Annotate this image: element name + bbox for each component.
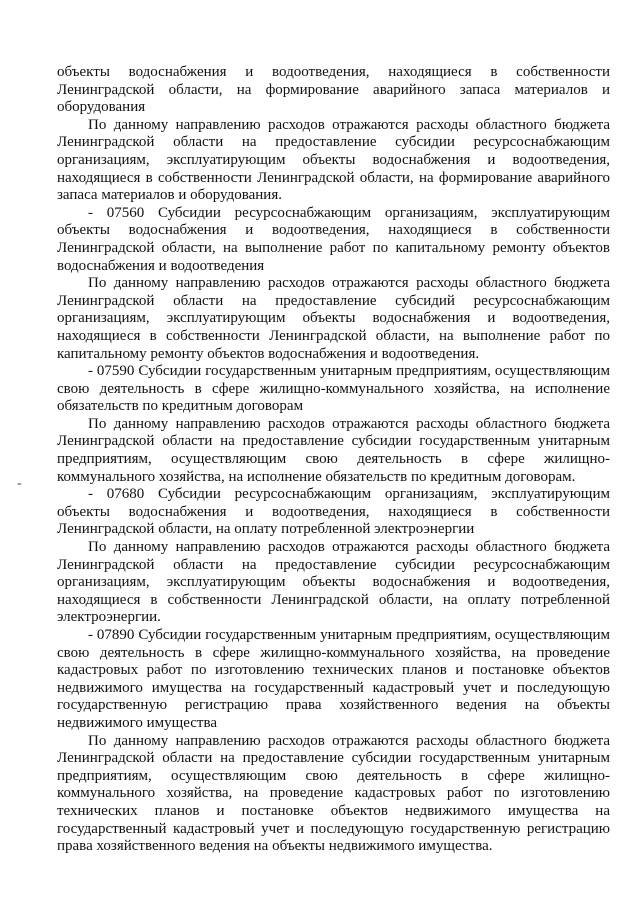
paragraph-continuation: объекты водоснабжения и водоотведения, находящиеся в собственности Ленинградской области, на формирование аварийного запаса материалов и оборудования <box>57 64 610 116</box>
paragraph-item-07890: - 07890 Субсидии государственным унитарным предприятиям, осуществляющим свою деятельность в сфере жилищно-коммунального хозяйства, на проведение кадастровых работ по изготовлению технических планов и постановке объектов недвижимого имущества на государственный кадастровый учет и последующую государственную регистрацию права хозяйственного ведения на объекты недвижимого имущества <box>57 627 610 731</box>
document-body <box>57 64 610 856</box>
margin-mark: - <box>17 476 22 491</box>
paragraph-description: По данному направлению расходов отражаются расходы областного бюджета Ленинградской области на предоставление субсидии ресурсоснабжающим организациям, эксплуатирующим объекты водоснабжения и водоотведения, находящиеся в собственности Ленинградской области, на оплату потребленной электроэнергии. <box>57 539 610 626</box>
paragraph-item-07680: - 07680 Субсидии ресурсоснабжающим организациям, эксплуатирующим объекты водоснабжения и водоотведения, находящиеся в собственности Ленинградской области, на оплату потребленной электроэнергии <box>57 486 610 538</box>
paragraph-item-07590: - 07590 Субсидии государственным унитарным предприятиям, осуществляющим свою деятельность в сфере жилищно-коммунального хозяйства, на исполнение обязательств по кредитным договорам <box>57 363 610 415</box>
paragraph-item-07560: - 07560 Субсидии ресурсоснабжающим организациям, эксплуатирующим объекты водоснабжения и водоотведения, находящиеся в собственности Ленинградской области, на выполнение работ по капитальному ремонту объектов водоснабжения и водоотведения <box>57 204 610 274</box>
paragraph-description: По данному направлению расходов отражаются расходы областного бюджета Ленинградской области на предоставление субсидии государственным унитарным предприятиям, осуществляющим свою деятельность в сфере жилищно-коммунального хозяйства, на исполнение обязательств по кредитным договорам. <box>57 415 610 485</box>
paragraph-description: По данному направлению расходов отражаются расходы областного бюджета Ленинградской области на предоставление субсидии государственным унитарным предприятиям, осуществляющим свою деятельность в сфере жилищно-коммунального хозяйства, на проведение кадастровых работ по изготовлению технических планов и постановке объектов недвижимого имущества на государственный кадастровый учет и последующую государственную регистрацию права хозяйственного ведения на объекты недвижимого имущества. <box>57 732 610 855</box>
paragraph-description: По данному направлению расходов отражаются расходы областного бюджета Ленинградской области на предоставление субсидии ресурсоснабжающим организациям, эксплуатирующим объекты водоснабжения и водоотведения, находящиеся в собственности Ленинградской области, на формирование аварийного запаса материалов и оборудования. <box>57 116 610 204</box>
paragraph-description: По данному направлению расходов отражаются расходы областного бюджета Ленинградской области на предоставление субсидий ресурсоснабжающим организациям, эксплуатирующим объекты водоснабжения и водоотведения, находящиеся в собственности Ленинградской области, на выполнение работ по капитальному ремонту объектов водоснабжения и водоотведения. <box>57 275 610 362</box>
